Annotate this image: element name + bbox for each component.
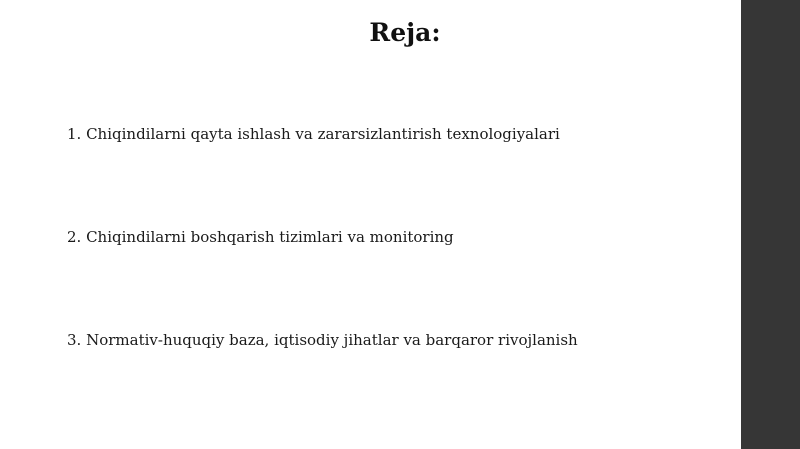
plan-item-1: 1. Chiqindilarni qayta ishlash va zararsizlantirish texnologiyalari bbox=[67, 125, 560, 143]
plan-item-2: 2. Chiqindilarni boshqarish tizimlari va monitoring bbox=[67, 228, 454, 246]
plan-item-3: 3. Normativ-huquqiy baza, iqtisodiy jihatlar va barqaror rivojlanish bbox=[67, 331, 578, 349]
slide-title: Reja: bbox=[369, 18, 441, 47]
side-panel bbox=[741, 0, 800, 449]
